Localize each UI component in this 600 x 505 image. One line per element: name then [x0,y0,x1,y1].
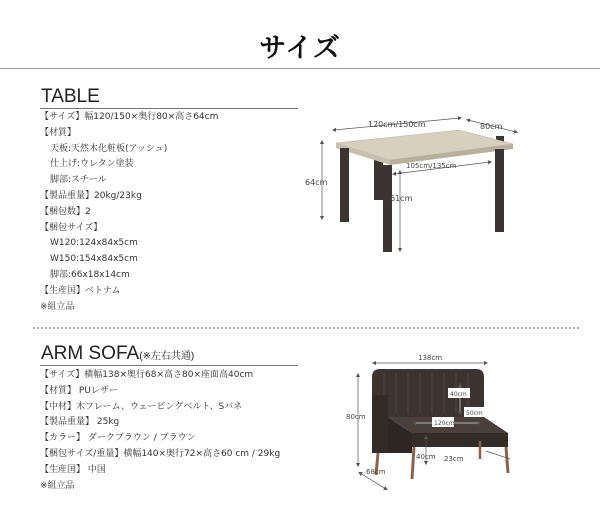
sofa-seat-face [412,433,508,447]
table-spec-line: W150:154x84x5cm [50,254,138,265]
table-spec-list [40,110,218,315]
table-heading: TABLE [41,86,100,107]
sofa-heading [41,343,194,365]
sofa-spec-line: 【中材】木フレーム、ウェービングベルト、Sバネ [40,401,243,412]
sofa-heading-rule [40,365,298,366]
page-title: サイズ [259,33,341,64]
dim-sofa-depth: 68cm [366,468,386,476]
sofa-spec-line: 【梱包サイズ/重量】横幅140×奥行72×高さ60 cm / 29kg [40,448,281,459]
sofa-spec-line: 【カラー】 ダークブラウン / ブラウン [40,433,196,444]
dim-sofa-seat-height: 40cm [416,453,436,461]
table-spec-line: 【生産国】ベトナム [40,285,121,296]
table-diagram [300,110,540,270]
table-spec-line: W120:124x84x5cm [50,238,138,249]
table-spec-line: 【梱包数】2 [40,206,91,217]
dim-table-width: 120cm/150cm [368,120,426,129]
table-spec-line: 【サイズ】幅120/150×奥行80×高さ64cm [40,112,219,122]
sofa-heading-text: ARM SOFA [41,343,140,364]
sofa-spec-line: 【サイズ】横幅138×奥行68×高さ80×座面高40cm [40,370,254,380]
sofa-spec-list [40,368,280,494]
sofa-heading-note: (※左右共通) [139,351,195,362]
dim-sofa-leg-gap: 23cm [444,455,464,463]
table-spec-line: 【製品重量】20kg/23kg [40,190,142,201]
sofa-spec-line: 【生産国】 中国 [40,464,106,475]
sofa-spec-line: 【材質】 PUレザー [40,385,118,396]
table-spec-line: 脚部:66x18x14cm [50,269,130,280]
section-divider [33,327,579,329]
dim-sofa-arm: 50cm [466,410,483,417]
dim-table-inner-width: 105cm/135cm [406,162,457,170]
dim-table-depth: 80cm [480,122,503,131]
table-spec-line: 仕上げ:ウレタン塗装 [50,159,134,170]
sofa-diagram [340,355,540,495]
sofa-leg-3 [506,447,508,473]
sofa-arm [372,395,388,453]
dim-sofa-seat-depth: 40cm [450,391,467,398]
table-spec-line: 【梱包サイズ】 [40,222,103,233]
table-spec-line: ※組立品 [40,301,75,312]
table-leg-front-center [383,165,392,252]
dim-sofa-width: 138cm [418,354,443,362]
sofa-spec-line: 【製品重量】 25kg [40,417,120,428]
table-spec-line: 天板:天然木化粧板(アッシュ) [50,143,168,154]
sofa-leg-2 [412,447,414,479]
dim-table-height: 64cm [305,178,328,187]
table-heading-rule [40,108,298,109]
table-leg-front-right [495,149,504,232]
table-leg-front-left [340,148,349,222]
table-spec-line: 脚部:スチール [50,175,107,186]
sofa-spec-line: ※組立品 [40,480,75,491]
dim-sofa-seat-width: 120cm [434,420,455,427]
dim-table-leg-height: 61cm [390,194,413,203]
dim-sofa-height: 80cm [346,413,366,421]
title-divider [0,68,600,69]
table-spec-line: 【材質】 [40,127,77,138]
